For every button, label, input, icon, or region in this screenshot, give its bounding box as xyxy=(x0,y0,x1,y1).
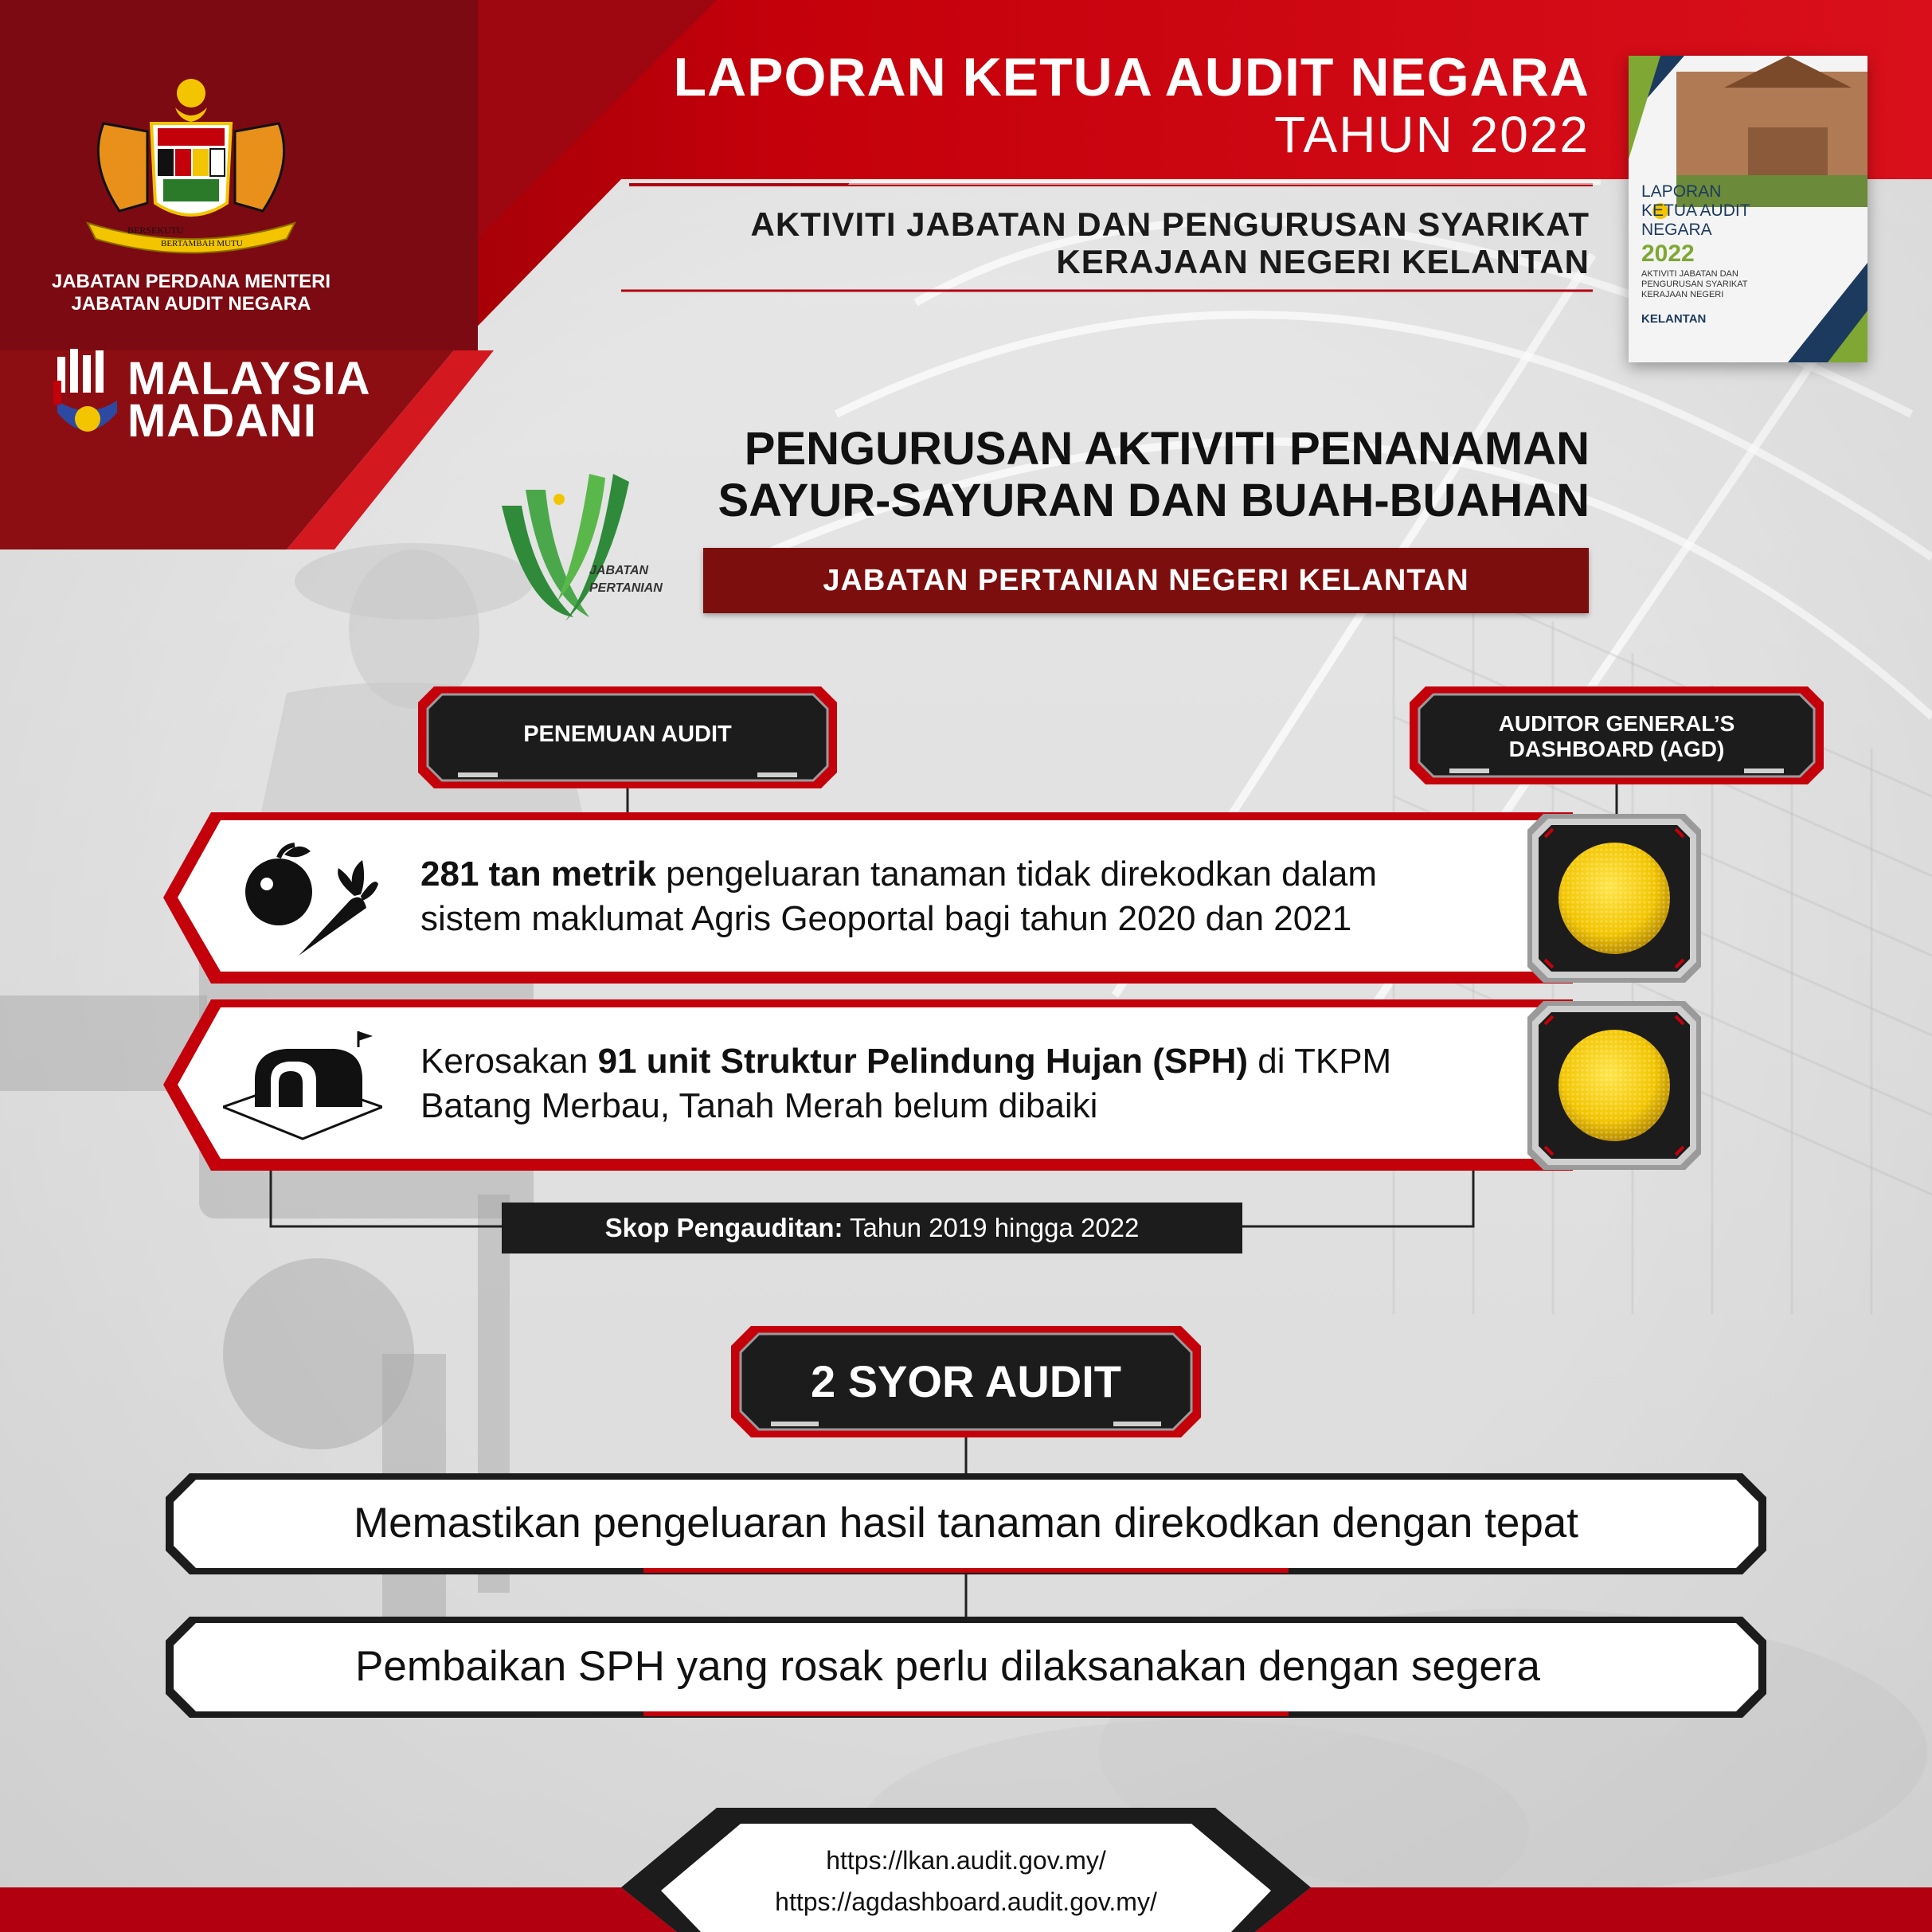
agency-line-2: JABATAN AUDIT NEGARA xyxy=(71,293,311,315)
finding-1-text-line-1 xyxy=(420,852,1377,897)
report-title: LAPORAN KETUA AUDIT NEGARA xyxy=(673,47,1590,108)
jabatan-pertanian-logo-line-1: JABATAN xyxy=(589,564,649,577)
finding-1-text: pengeluaran tanaman tidak direkodkan dalam xyxy=(655,855,1377,894)
finding-1-text-line-2: sistem maklumat Agris Geoportal bagi tahun 2020 dan 2021 xyxy=(420,899,1352,938)
status-indicator-1 xyxy=(1527,814,1701,983)
recommendation-1: Memastikan pengeluaran hasil tanaman direkodkan dengan tepat xyxy=(353,1500,1579,1547)
audit-scope-label: Skop Pengauditan: xyxy=(604,1213,843,1242)
department-name: JABATAN PERTANIAN NEGERI KELANTAN xyxy=(823,564,1469,597)
agd-header-line-1: AUDITOR GENERAL’S xyxy=(1498,711,1735,736)
agency-line-1: JABATAN PERDANA MENTERI xyxy=(51,271,331,292)
finding-2-text-post: di TKPM xyxy=(1248,1042,1392,1081)
finding-2-text-line-2: Batang Merbau, Tanah Merah belum dibaiki xyxy=(420,1086,1098,1125)
report-year: TAHUN 2022 xyxy=(1274,106,1590,163)
motto-left: BERSEKUTU xyxy=(127,225,184,236)
motto-bottom: BERTAMBAH MUTU xyxy=(161,239,243,248)
audit-scope-value: Tahun 2019 hingga 2022 xyxy=(843,1213,1140,1242)
topic-title-line-2: SAYUR-SAYURAN DAN BUAH-BUAHAN xyxy=(718,475,1590,526)
finding-card-2 xyxy=(223,1015,1497,1159)
recommendation-2: Pembaikan SPH yang rosak perlu dilaksanakan dengan segera xyxy=(355,1643,1540,1690)
cover-subtitle: AKTIVITI JABATAN DAN PENGURUSAN SYARIKAT KERAJAAN NEGERI xyxy=(1641,269,1748,299)
recommendations-title: 2 SYOR AUDIT xyxy=(811,1356,1121,1406)
report-subtitle-line-1: AKTIVITI JABATAN DAN PENGURUSAN SYARIKAT xyxy=(750,205,1590,243)
jabatan-pertanian-logo-line-2: PERTANIAN xyxy=(589,581,663,595)
finding-1-highlight: 281 tan metrik xyxy=(420,855,656,894)
finding-2-text-line-1 xyxy=(420,1039,1391,1084)
cover-line-3: NEGARA xyxy=(1641,221,1712,239)
finding-2-highlight: 91 unit Struktur Pelindung Hujan (SPH) xyxy=(597,1042,1249,1081)
cover-line-2: KETUA AUDIT xyxy=(1641,201,1750,220)
finding-2-text-pre: Kerosakan xyxy=(420,1042,598,1081)
finding-card-1 xyxy=(223,828,1497,972)
agdashboard-url[interactable]: https://agdashboard.audit.gov.my/ xyxy=(775,1887,1157,1916)
cover-line-1: LAPORAN xyxy=(1641,182,1722,201)
agd-header-line-2: DASHBOARD (AGD) xyxy=(1508,737,1725,761)
findings-header: PENEMUAN AUDIT xyxy=(523,722,732,747)
report-subtitle-line-2: KERAJAAN NEGERI KELANTAN xyxy=(1056,243,1590,280)
madani-line-2: MADANI xyxy=(127,395,317,447)
greenhouse-icon xyxy=(223,1031,382,1143)
fruit-vegetable-icon xyxy=(235,840,378,960)
status-indicator-2 xyxy=(1527,1001,1701,1170)
topic-title-line-1: PENGURUSAN AKTIVITI PENANAMAN xyxy=(744,423,1590,475)
cover-state: KELANTAN xyxy=(1641,312,1707,326)
audit-url[interactable]: https://lkan.audit.gov.my/ xyxy=(826,1846,1106,1875)
madani-line-1: MALAYSIA xyxy=(127,353,371,405)
audit-scope xyxy=(502,1203,1242,1253)
cover-year: 2022 xyxy=(1641,241,1695,267)
